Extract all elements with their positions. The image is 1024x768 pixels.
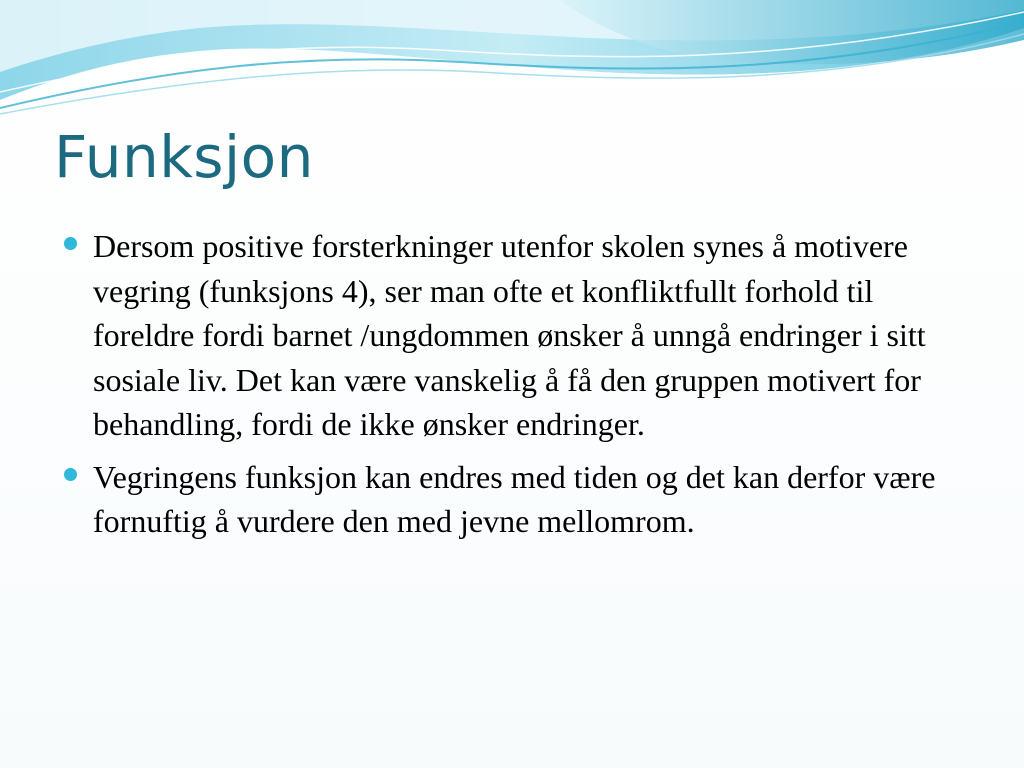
bullet-list	[64, 224, 964, 552]
bullet-item	[64, 455, 964, 544]
bullet-item	[64, 224, 964, 447]
bullet-point-icon	[64, 237, 77, 250]
header-wave-decoration	[0, 0, 1024, 120]
slide-title: Funksjon	[54, 123, 314, 191]
bullet-text: Vegringens funksjon kan endres med tiden og det kan derfor være fornuftig å vurdere den med jevne mellomrom.	[93, 458, 936, 539]
bullet-text: Dersom positive forsterkninger utenfor skolen synes å motivere vegring (funksjons 4), ser man ofte et konfliktfullt forhold til foreldre fordi barnet /ungdommen ønsker å unngå endringer i sitt sosiale liv. Det kan være vanskelig å få den gruppen motivert for behandling, fordi de ikke ønsker endringer.	[93, 228, 926, 442]
bullet-point-icon	[64, 468, 77, 481]
